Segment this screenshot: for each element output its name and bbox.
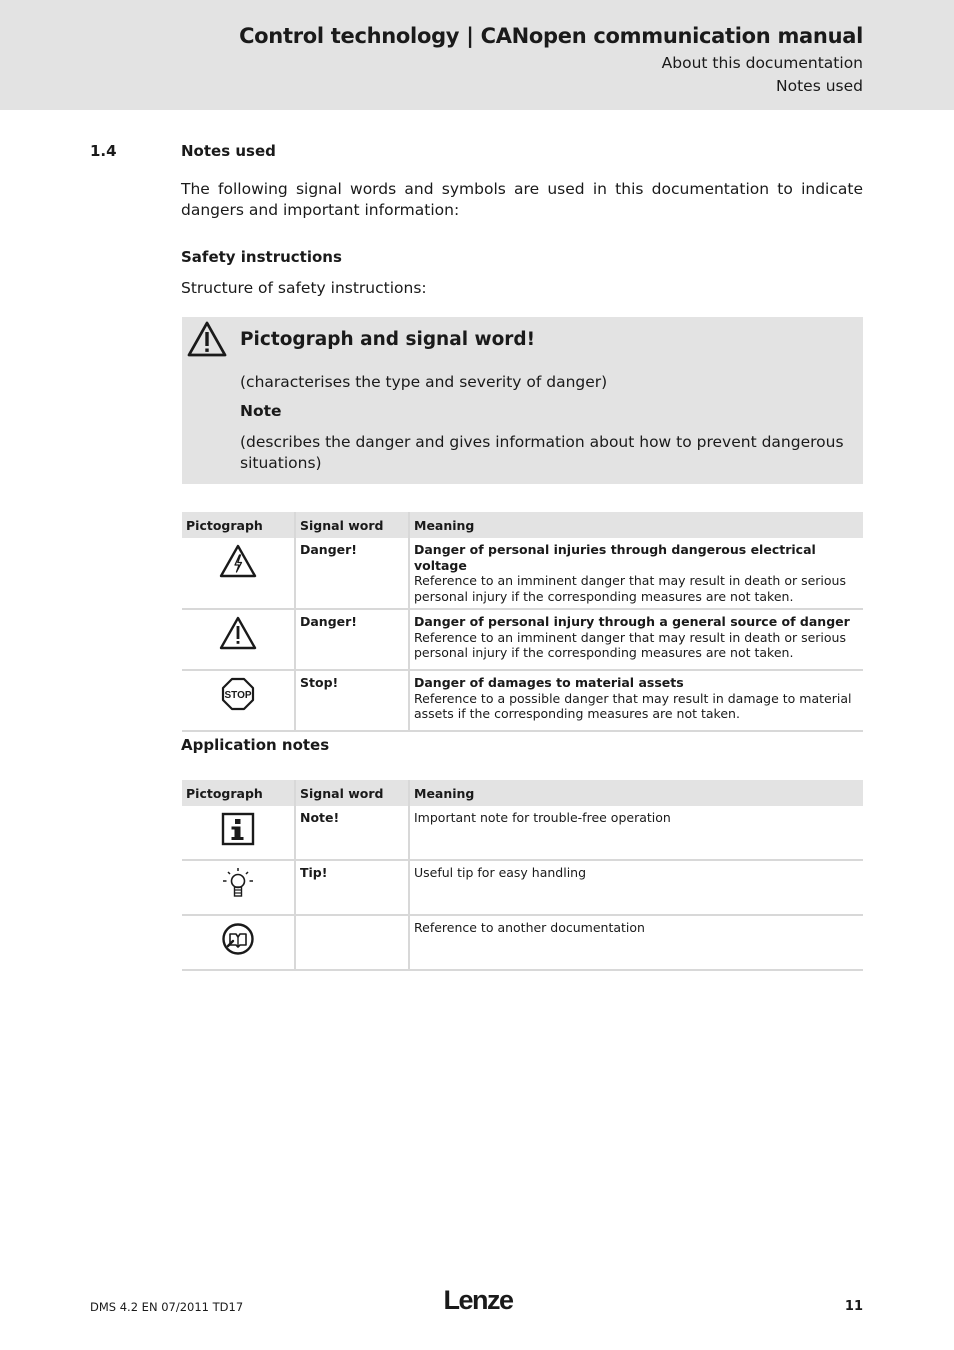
signal-word-cell: Danger! [295, 538, 409, 609]
meaning-cell [409, 670, 863, 731]
page-header [0, 0, 954, 110]
table-row [182, 670, 863, 731]
svg-text:STOP: STOP [224, 690, 252, 701]
document-id: DMS 4.2 EN 07/2011 TD17 [90, 1300, 244, 1314]
document-title: Control technology | CANopen communication manual [239, 24, 863, 48]
lenze-logo [439, 1284, 517, 1316]
meaning-text: Reference to an imminent danger that may result in death or serious personal injury if the corresponding measures are not taken. [414, 573, 846, 604]
pictograph-cell [182, 860, 295, 915]
structure-label: Structure of safety instructions: [181, 279, 427, 297]
meaning-title: Danger of damages to material assets [414, 675, 684, 690]
pictograph-cell [182, 609, 295, 670]
pictograph-cell [182, 806, 295, 860]
pictograph-cell [182, 538, 295, 609]
meaning-cell [409, 609, 863, 670]
signal-word-cell: Tip! [295, 860, 409, 915]
info-icon [221, 812, 255, 846]
application-notes-table [182, 780, 863, 971]
general-danger-icon [219, 616, 257, 650]
table-row [182, 609, 863, 670]
table-row [182, 915, 863, 970]
section-number: 1.4 [90, 142, 117, 160]
box-note-label: Note [240, 402, 282, 420]
electrical-danger-icon [219, 544, 257, 578]
section-title: Notes used [181, 142, 276, 160]
meaning-text: Reference to a possible danger that may result in damage to material assets if the corresponding measures are not taken. [414, 690, 852, 721]
documentation-reference-icon [221, 922, 255, 956]
table-row [182, 860, 863, 915]
table-header-row [182, 512, 863, 538]
meaning-title: Danger of personal injuries through dangerous electrical voltage [414, 542, 816, 573]
table-row [182, 538, 863, 609]
pictograph-cell [182, 670, 295, 731]
table-header-row [182, 780, 863, 806]
safety-signal-table [182, 512, 863, 732]
meaning-cell: Reference to another documentation [409, 915, 863, 970]
application-notes-heading: Application notes [181, 736, 330, 754]
warning-triangle-icon [186, 320, 228, 358]
meaning-cell [409, 538, 863, 609]
box-line-type: (characterises the type and severity of danger) [240, 373, 608, 391]
light-bulb-icon [220, 867, 256, 901]
column-header: Signal word [295, 512, 409, 538]
stop-icon [221, 677, 255, 711]
column-header: Meaning [409, 780, 863, 806]
signal-word-cell [295, 915, 409, 970]
column-header: Signal word [295, 780, 409, 806]
meaning-title: Danger of personal injury through a general source of danger [414, 614, 850, 629]
signal-word-cell: Note! [295, 806, 409, 860]
section-name: Notes used [776, 77, 863, 95]
table-row [182, 806, 863, 860]
column-header: Pictograph [182, 512, 295, 538]
logo-text: Lenze [443, 1285, 513, 1315]
intro-paragraph: The following signal words and symbols are used in this documentation to indicate dangers and important information: [181, 180, 863, 219]
signal-word-cell: Stop! [295, 670, 409, 731]
meaning-cell: Useful tip for easy handling [409, 860, 863, 915]
meaning-text: Reference to an imminent danger that may result in death or serious personal injury if the corresponding measures are not taken. [414, 629, 846, 660]
column-header: Meaning [409, 512, 863, 538]
signal-word-cell: Danger! [295, 609, 409, 670]
box-line-description: (describes the danger and gives information about how to prevent dangerous situations) [240, 433, 844, 472]
safety-instructions-heading: Safety instructions [181, 248, 342, 266]
meaning-cell: Important note for trouble-free operation [409, 806, 863, 860]
chapter-name: About this documentation [661, 54, 863, 72]
page-number: 11 [844, 1299, 863, 1314]
safety-instruction-example-box [182, 317, 863, 484]
pictograph-cell [182, 915, 295, 970]
column-header: Pictograph [182, 780, 295, 806]
box-title: Pictograph and signal word! [240, 329, 536, 350]
